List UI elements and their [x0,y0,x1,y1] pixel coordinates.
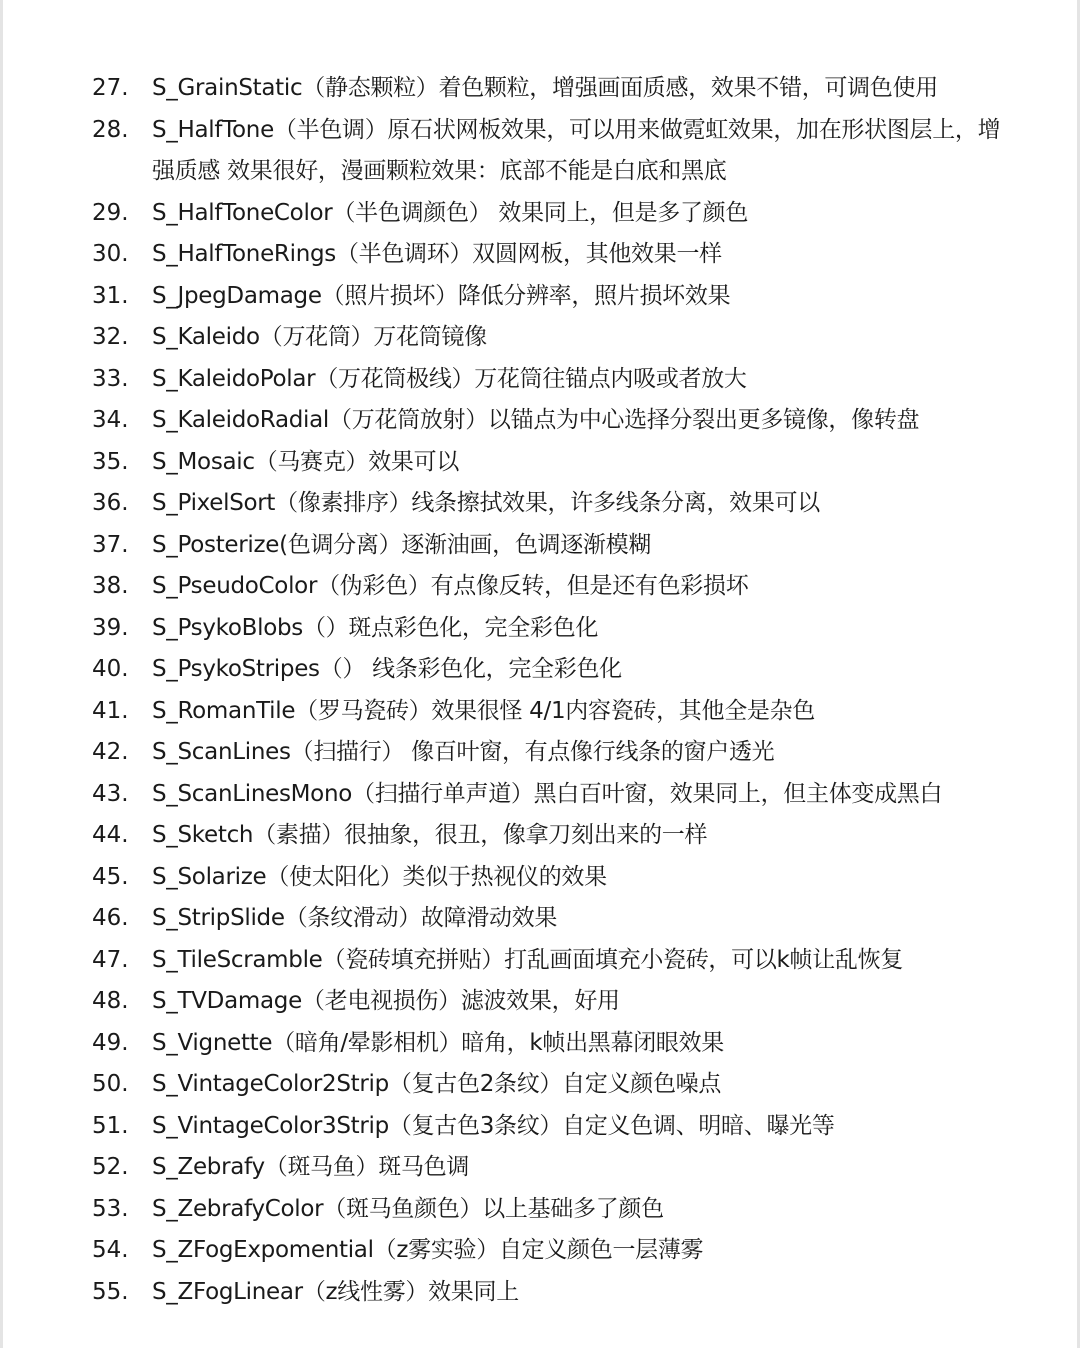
item-text: S_TVDamage（老电视损伤）滤波效果，好用 [152,988,620,1014]
item-number: 34. [92,407,129,433]
item-number: 54. [92,1237,129,1263]
item-number: 39. [92,614,129,641]
item-number: 40. [92,656,129,682]
item-number: 33. [92,365,129,392]
item-number: 49. [92,1029,129,1056]
list-item [0,981,1080,1023]
item-text: S_HalfTone（半色调）原石状网板效果，可以用来做霓虹效果，加在形状图层上，增强质感 效果很好，漫画颗粒效果：底部不能是白底和黑底 [152,116,1001,184]
item-text: S_VintageColor2Strip（复古色2条纹）自定义颜色噪点 [152,1071,722,1097]
list-item [0,608,1080,650]
item-text: S_KaleidoPolar（万花筒极线）万花筒往锚点内吸或者放大 [152,365,747,392]
list-item [0,732,1080,774]
item-text: S_PseudoColor（伪彩色）有点像反转，但是还有色彩损坏 [152,573,749,599]
item-text: S_Vignette（暗角/晕影相机）暗角，k帧出黑幕闭眼效果 [152,1029,725,1056]
item-number: 45. [92,863,129,890]
list-item [0,525,1080,567]
item-text: S_Kaleido（万花筒）万花筒镜像 [152,324,487,350]
item-number: 51. [92,1112,129,1139]
item-text: S_Solarize（使太阳化）类似于热视仪的效果 [152,863,607,890]
item-text: S_ZFogExpomential（z雾实验）自定义颜色一层薄雾 [152,1237,704,1263]
list-item [0,400,1080,442]
item-number: 47. [92,946,129,973]
item-number: 46. [92,905,129,931]
item-text: S_Sketch（素描）很抽象，很丑，像拿刀刻出来的一样 [152,822,708,848]
item-number: 27. [92,75,129,101]
item-text: S_ScanLines（扫描行） 像百叶窗，有点像行线条的窗户透光 [152,739,775,765]
item-text: S_StripSlide（条纹滑动）故障滑动效果 [152,905,558,931]
item-text: S_ZebrafyColor（斑马鱼颜色）以上基础多了颜色 [152,1195,664,1222]
item-text: S_HalfToneRings（半色调环）双圆网板，其他效果一样 [152,241,722,267]
item-number: 48. [92,988,129,1014]
item-text: S_KaleidoRadial（万花筒放射）以锚点为中心选择分裂出更多镜像，像转盘 [152,407,920,433]
list-item [0,110,1080,193]
item-text: S_RomanTile（罗马瓷砖）效果很怪 4/1内容瓷砖，其他全是杂色 [152,697,815,724]
item-text: S_PixelSort（像素排序）线条擦拭效果，许多线条分离，效果可以 [152,490,820,516]
item-text: S_HalfToneColor（半色调颜色） 效果同上，但是多了颜色 [152,199,749,226]
list-item [0,649,1080,691]
item-number: 29. [92,199,129,226]
item-number: 32. [92,324,129,350]
item-text: S_VintageColor3Strip（复古色3条纹）自定义色调、明暗、曝光等 [152,1112,835,1139]
item-number: 44. [92,822,129,848]
item-number: 38. [92,573,129,599]
list-item [0,317,1080,359]
list-item [0,1230,1080,1272]
list-item [0,1147,1080,1189]
item-text: S_Mosaic（马赛克）效果可以 [152,448,460,475]
list-item [0,691,1080,733]
item-number: 53. [92,1195,129,1222]
list-item [0,442,1080,484]
item-text: S_Zebrafy（斑马鱼）斑马色调 [152,1154,470,1180]
list-item [0,276,1080,318]
item-number: 43. [92,780,129,807]
list-item [0,483,1080,525]
list-item [0,68,1080,110]
item-text: S_PsykoBlobs（）斑点彩色化，完全彩色化 [152,614,599,641]
list-item [0,359,1080,401]
item-number: 37. [92,531,129,558]
list-item [0,1064,1080,1106]
list-item [0,940,1080,982]
item-number: 28. [92,116,129,143]
item-number: 31. [92,282,129,309]
item-number: 41. [92,697,129,724]
item-text: S_GrainStatic（静态颗粒）着色颗粒，增强画面质感，效果不错，可调色使用 [152,75,938,101]
item-number: 35. [92,448,129,475]
item-number: 36. [92,490,129,516]
item-text: S_PsykoStripes（） 线条彩色化，完全彩色化 [152,656,622,682]
list-item [0,234,1080,276]
list-item [0,815,1080,857]
list-item [0,566,1080,608]
list-item [0,1272,1080,1314]
list-item [0,1106,1080,1148]
list-item [0,1023,1080,1065]
item-text: S_TileScramble（瓷砖填充拼贴）打乱画面填充小瓷砖，可以k帧让乱恢复 [152,946,904,973]
item-text: S_JpegDamage（照片损坏）降低分辨率，照片损坏效果 [152,282,731,309]
list-item [0,898,1080,940]
item-number: 50. [92,1071,129,1097]
list-item [0,1189,1080,1231]
item-text: S_ZFogLinear（z线性雾）效果同上 [152,1278,519,1305]
item-text: S_ScanLinesMono（扫描行单声道）黑白百叶窗，效果同上，但主体变成黑白 [152,780,943,807]
list-item [0,857,1080,899]
effects-list [0,68,1080,1313]
list-item [0,193,1080,235]
item-text: S_Posterize(色调分离）逐渐油画，色调逐渐模糊 [152,531,652,558]
item-number: 42. [92,739,129,765]
item-number: 52. [92,1154,129,1180]
item-number: 55. [92,1278,129,1305]
list-item [0,774,1080,816]
item-number: 30. [92,241,129,267]
